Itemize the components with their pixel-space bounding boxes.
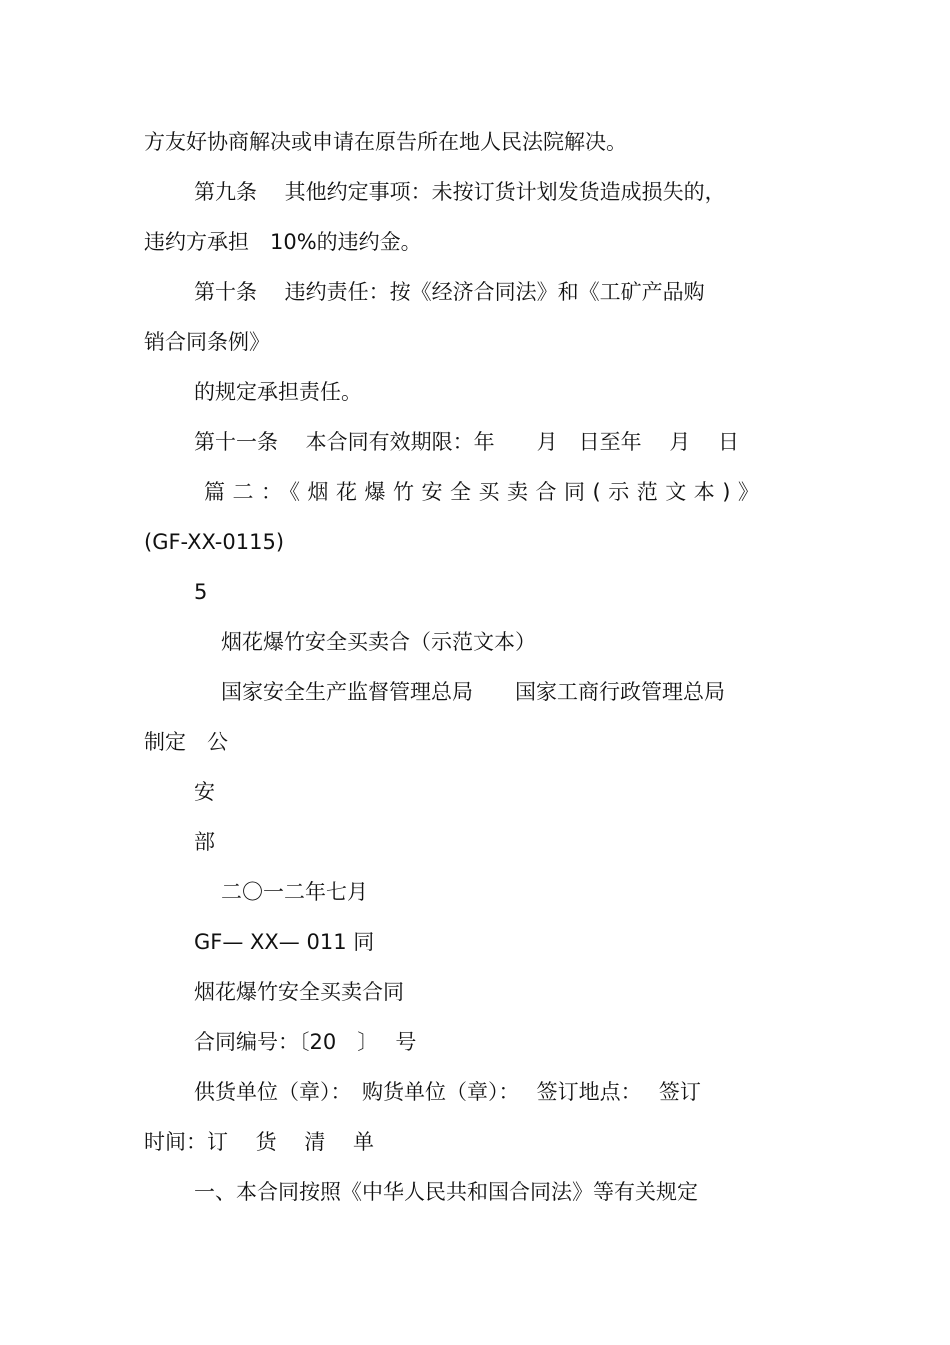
article-11-line: 第十一条 本合同有效期限：年 月 日至年 月 日 (194, 430, 740, 454)
text-line: 违约方承担 10%的违约金。 (144, 230, 422, 254)
issuing-authorities: 国家安全生产监督管理总局 国家工商行政管理总局 (221, 680, 725, 704)
text-line: 5 (194, 580, 208, 604)
section-heading: 篇二：《烟花爆竹安全买卖合同(示范文本)》 (204, 480, 767, 504)
text-line: 销合同条例》 (144, 330, 270, 354)
text-line: 部 (194, 830, 215, 854)
document-title: 烟花爆竹安全买卖合（示范文本） (221, 630, 536, 654)
text-line: 方友好协商解决或申请在原告所在地人民法院解决。 (144, 130, 627, 154)
contract-number-line: 合同编号：〔20 〕 号 (194, 1030, 417, 1054)
text-line: 的规定承担责任。 (194, 380, 362, 404)
issue-date: 二〇一二年七月 (221, 880, 368, 904)
text-line: 安 (194, 780, 215, 804)
parties-line: 供货单位（章）： 购货单位（章）： 签订地点： 签订 (194, 1080, 701, 1104)
order-list-line: 时间：订 货 清 单 (144, 1130, 375, 1154)
article-10-line: 第十条 违约责任：按《经济合同法》和《工矿产品购 (194, 280, 705, 304)
text-line: 制定 公 (144, 730, 228, 754)
contract-title: 烟花爆竹安全买卖合同 (194, 980, 404, 1004)
article-9-line: 第九条 其他约定事项：未按订货计划发货造成损失的， (194, 180, 726, 204)
contract-code: GF— XX— 011 同 (194, 930, 375, 954)
document-code: (GF-XX-0115) (144, 530, 285, 554)
clause-1-line: 一、本合同按照《中华人民共和国合同法》等有关规定 (194, 1180, 698, 1204)
